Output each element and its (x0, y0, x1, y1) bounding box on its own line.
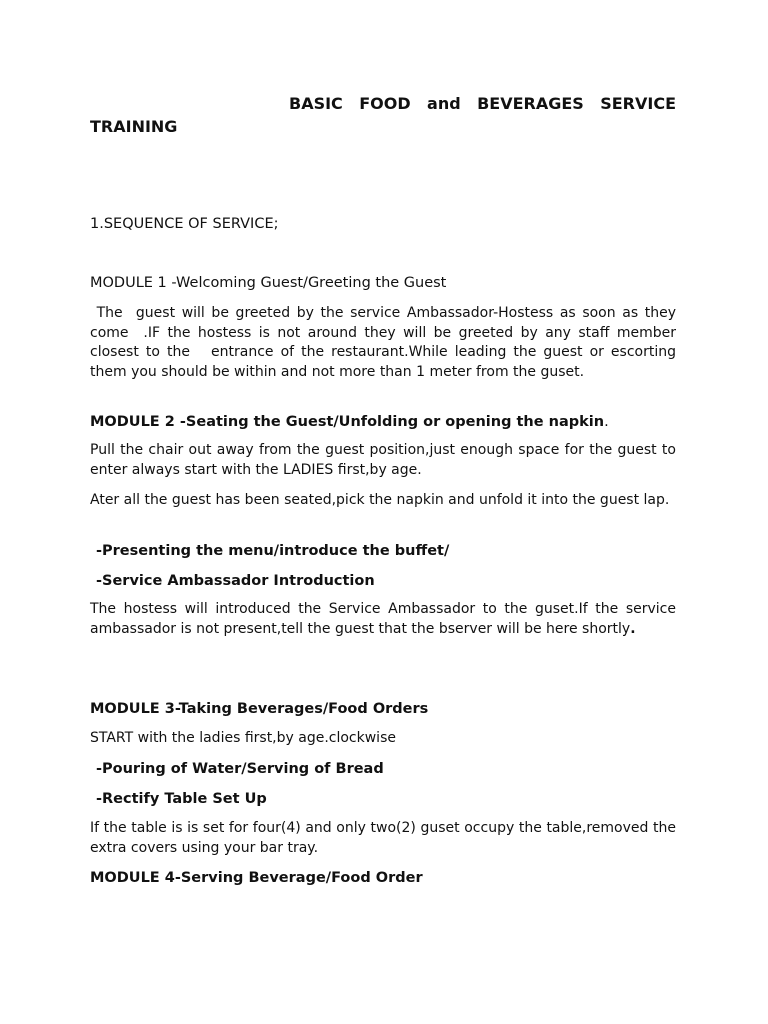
module-2-para-3-end: . (630, 620, 636, 637)
module-1-heading (90, 273, 676, 293)
module-3-heading: MODULE 3-Taking Beverages/Food Orders (90, 701, 429, 717)
section-heading: 1.SEQUENCE OF SERVICE; (90, 216, 279, 232)
module-2-para-3-text: The hostess will introduced the Service Ambassador to the guset.If the service ambassador is not present,tell the guest that the bserver will be here shortly (90, 601, 676, 637)
module-2-para-1: Pull the chair out away from the guest position,just enough space for the guest to enter always start with the LADIES first,by age. (90, 442, 676, 478)
module-3-sub-2: -Rectify Table Set Up (96, 791, 267, 807)
module-3-sub-1: -Pouring of Water/Serving of Bread (96, 761, 384, 777)
module-2-heading-trail: . (604, 414, 609, 430)
module-4-heading: MODULE 4-Serving Beverage/Food Order (90, 870, 423, 886)
module-3-para-1: START with the ladies first,by age.clockwise (90, 730, 396, 746)
module-2-sub-2: -Service Ambassador Introduction (96, 573, 375, 589)
module-2-para-3 (90, 600, 676, 639)
module-3-para-2: If the table is is set for four(4) and only two(2) guset occupy the table,removed the extra covers using your bar tray. (90, 820, 676, 856)
module-2-heading (90, 412, 676, 432)
module-1-body: The guest will be greeted by the service Ambassador-Hostess as soon as they come .IF the hostess is not around they will be greeted by any staff member closest to the entrance of the restaurant.While leading the guest or escorting them you should be within and not more than 1 meter from the guset. (90, 305, 681, 380)
document-title: BASIC FOOD and BEVERAGES SERVICE TRAINING (90, 94, 676, 136)
module-2-para-2: Ater all the guest has been seated,pick the napkin and unfold it into the guest lap. (90, 492, 670, 508)
module-1-heading-rest: Welcoming Guest/Greeting the Guest (176, 275, 447, 291)
module-2-sub-1: -Presenting the menu/introduce the buffet/ (96, 543, 450, 559)
module-2-heading-text: MODULE 2 -Seating the Guest/Unfolding or opening the napkin (90, 414, 605, 430)
module-1-heading-prefix: MODULE 1 - (90, 275, 177, 291)
